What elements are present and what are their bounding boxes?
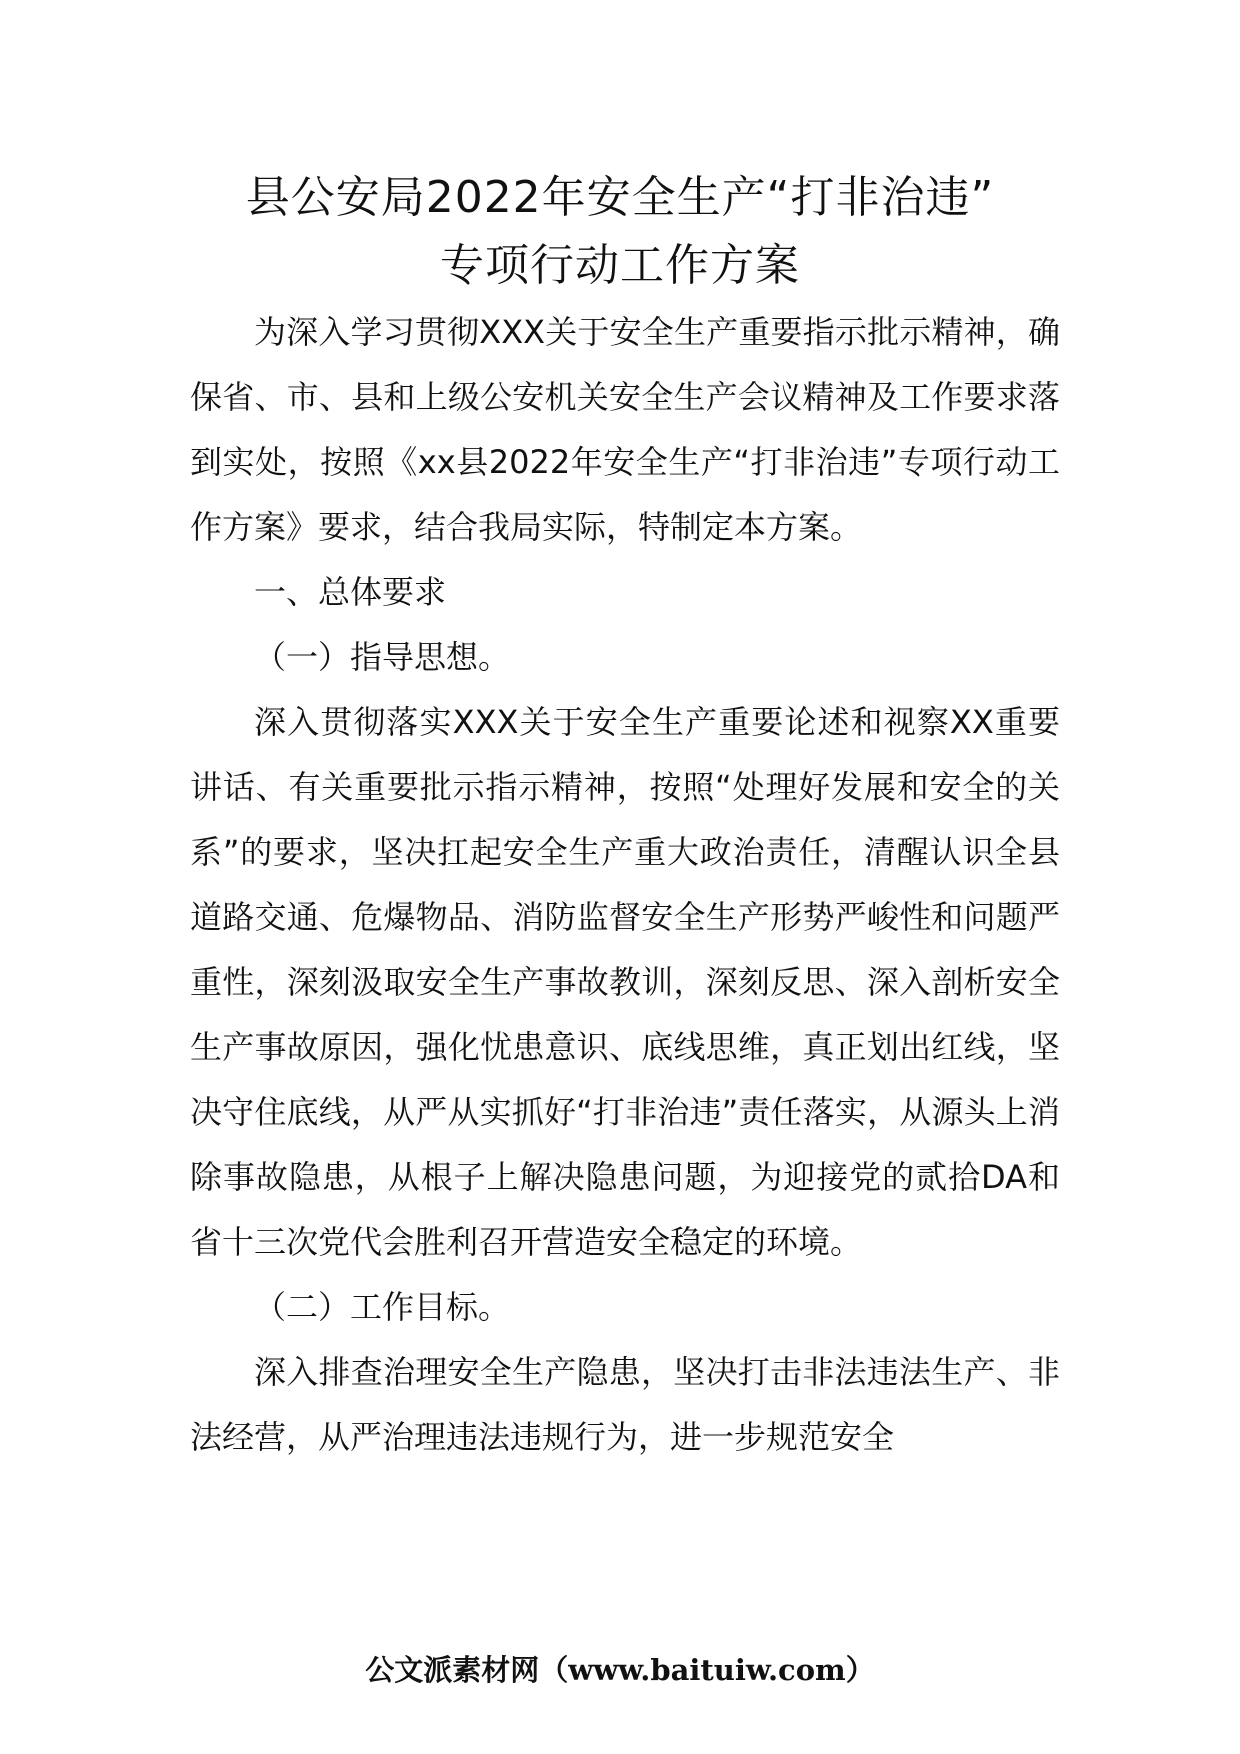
section-heading-overall-requirements: 一、总体要求	[254, 573, 447, 611]
footer-watermark: 公文派素材网（www.baituiw.com）	[365, 1653, 875, 1687]
document-title-line1: 县公安局2022年安全生产“打非治违”	[245, 172, 995, 223]
guiding-ideology-paragraph: 深入贯彻落实XXX关于安全生产重要论述和视察XX重要讲话、有关重要批示指示精神，按照“处理好发展和安全的关系”的要求，坚决扛起安全生产重大政治责任，清醒认识全县道路交通、危爆物品、消防监督安全生产形势严峻性和问题严重性，深刻汲取安全生产事故教训，深刻反思、深入剖析安全生产事故原因，强化忧患意识、底线思维，真正划出红线，坚决守住底线，从严从实抓好“打非治违”责任落实，从源头上消除事故隐患，从根子上解决隐患问题，为迎接党的贰拾DA和省十三次党代会胜利召开营造安全稳定的环境。	[190, 703, 1060, 1261]
document-body	[190, 300, 1060, 1470]
work-goals-paragraph: 深入排查治理安全生产隐患，坚决打击非法违法生产、非法经营，从严治理违法违规行为，进一步规范安全	[190, 1353, 1060, 1456]
subsection-heading-work-goals: （二）工作目标。	[254, 1288, 511, 1326]
intro-paragraph: 为深入学习贯彻XXX关于安全生产重要指示批示精神，确保省、市、县和上级公安机关安全生产会议精神及工作要求落到实处，按照《xx县2022年安全生产“打非治违”专项行动工作方案》要求，结合我局实际，特制定本方案。	[190, 313, 1060, 546]
subsection-heading-guiding-ideology: （一）指导思想。	[254, 638, 511, 676]
document-title-line2: 专项行动工作方案	[440, 240, 800, 291]
